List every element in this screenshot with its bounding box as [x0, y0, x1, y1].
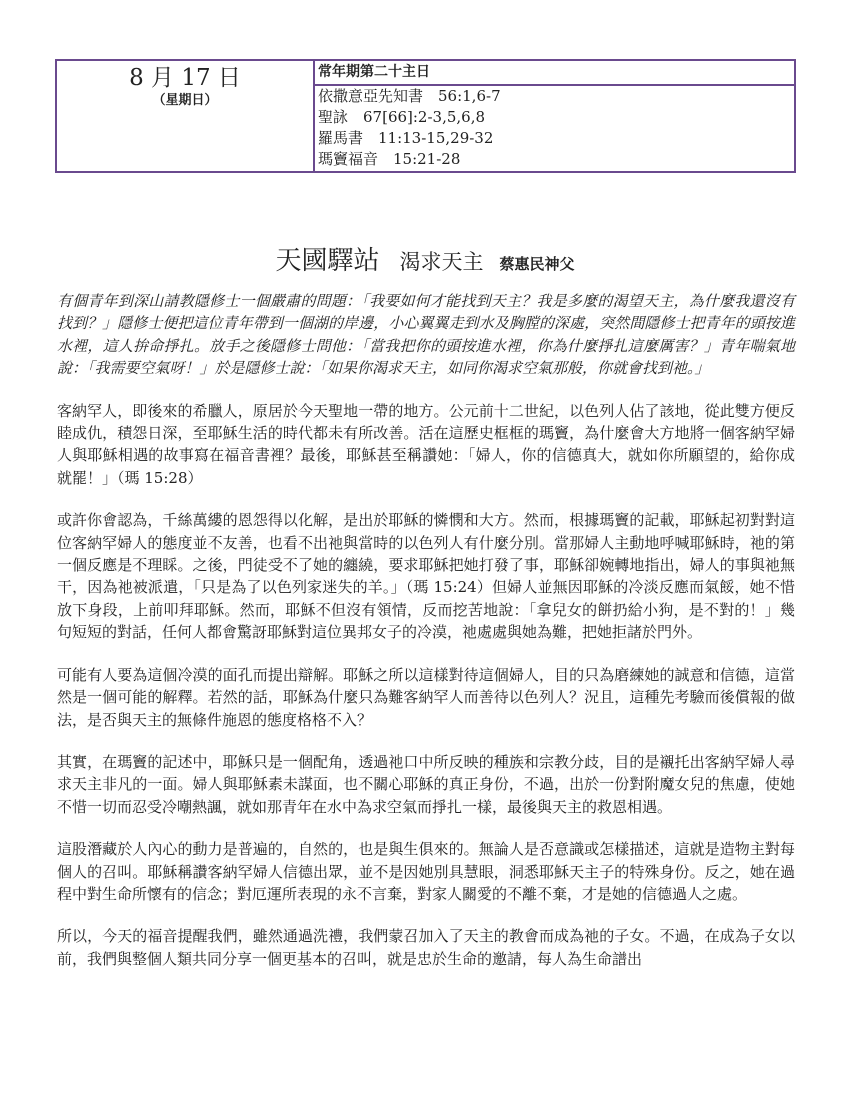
- readings-list: [315, 86, 794, 170]
- paragraph: 或許你會認為，千絲萬縷的恩怨得以化解，是出於耶穌的憐憫和大方。然而，根據瑪竇的記載，耶穌起初對對這位客納罕婦人的態度並不友善，也看不出祂與當時的以色列人有什麼分別。當那婦人主動地呼喊耶穌時，祂的第一個反應是不理睬。之後，門徒受不了她的纏繞，要求耶穌把她打發了事，耶穌卻婉轉地指出，婦人的事與祂無干，因為祂被派遣，「只是為了以色列家迷失的羊。」（瑪 15:24）但婦人並無因耶穌的冷淡反應而氣餒，她不惜放下身段，上前叩拜耶穌。然而，耶穌不但沒有領情，反而挖苦地說：「拿兒女的餅扔給小狗，是不對的！」幾句短短的對話，任何人都會驚訝耶穌對這位異邦女子的冷漠，祂處處與她為難，把她拒諸於門外。: [57, 511, 795, 642]
- reading-second: 羅馬書 11:13-15,29-32: [318, 129, 494, 147]
- article-author: 蔡惠民神父: [499, 255, 575, 273]
- date-cell: [57, 61, 315, 171]
- paragraph: 這股潛藏於人內心的動力是普遍的，自然的，也是與生俱來的。無論人是否意識或怎樣描述，這就是造物主對每個人的召叫。耶穌稱讚客納罕婦人信德出眾，並不是因她別具慧眼，洞悉耶穌天主子的特殊身份。反之，她在過程中對生命所懷有的信念；對厄運所表現的永不言棄，對家人關愛的不離不棄，才是她的信德過人之處。: [57, 840, 795, 903]
- weekday-label: （星期日）: [152, 93, 218, 108]
- paragraph: 可能有人要為這個冷漠的面孔而提出辯解。耶穌之所以這樣對待這個婦人，目的只為磨練她的誠意和信德，這當然是一個可能的解釋。若然的話，耶穌為什麼只為難客納罕人而善待以色列人？況且，這種先考驗而後償報的做法，是否與天主的無條件施恩的態度格格不入？: [57, 665, 795, 729]
- article-heading: [0, 240, 850, 277]
- article-body: [57, 290, 795, 990]
- paragraph: 客納罕人，即後來的希臘人，原居於今天聖地一帶的地方。公元前十二世紀，以色列人佔了該地，從此雙方便反睦成仇，積怨日深，至耶穌生活的時代都未有所改善。活在這歷史框框的瑪竇，為什麼會大方地將一個客納罕婦人與耶穌相遇的故事寫在福音書裡？最後，耶穌甚至稱讚她：「婦人，你的信德真大，就如你所願望的，給你成就罷！」（瑪 15:28）: [57, 401, 795, 487]
- liturgy-header-table: [55, 59, 796, 173]
- paragraph-intro: 有個青年到深山請教隱修士一個嚴肅的問題：「我要如何才能找到天主？我是多麼的渴望天主，為什麼我還沒有找到？」隱修士便把這位青年帶到一個湖的岸邊，小心翼翼走到水及胸膛的深處，突然間隱修士把青年的頭按進水裡，這人拚命掙扎。放手之後隱修士問他：「當我把你的頭按進水裡，你為什麼掙扎這麼厲害？」青年喘氣地說：「我需要空氣呀！」於是隱修士說：「如果你渴求天主，如同你渴求空氣那般，你就會找到祂。」: [57, 292, 795, 378]
- reading-psalm: 聖詠 67[66]:2-3,5,6,8: [318, 108, 486, 126]
- article-subtitle: 渴求天主: [399, 250, 484, 274]
- reading-gospel: 瑪竇福音 15:21-28: [318, 150, 461, 168]
- article-title: 天國驛站: [275, 246, 380, 276]
- sunday-title: 常年期第二十主日: [315, 61, 794, 86]
- paragraph: 所以，今天的福音提醒我們，雖然通過洗禮，我們蒙召加入了天主的教會而成為祂的子女。不過，在成為子女以前，我們與整個人類共同分享一個更基本的召叫，就是忠於生命的邀請，每人為生命譜出: [57, 927, 795, 968]
- paragraph: 其實，在瑪竇的記述中，耶穌只是一個配角，透過祂口中所反映的種族和宗教分歧，目的是襯托出客納罕婦人尋求天主非凡的一面。婦人與耶穌素未謀面，也不關心耶穌的真正身份，不過，出於一份對附魔女兒的焦慮，使她不惜一切而忍受冷嘲熱諷，就如那青年在水中為求空氣而掙扎一樣，最後與天主的救恩相遇。: [57, 752, 795, 816]
- date-label: 8 月 17 日: [129, 65, 241, 91]
- reading-first: 依撒意亞先知書 56:1,6-7: [318, 87, 501, 105]
